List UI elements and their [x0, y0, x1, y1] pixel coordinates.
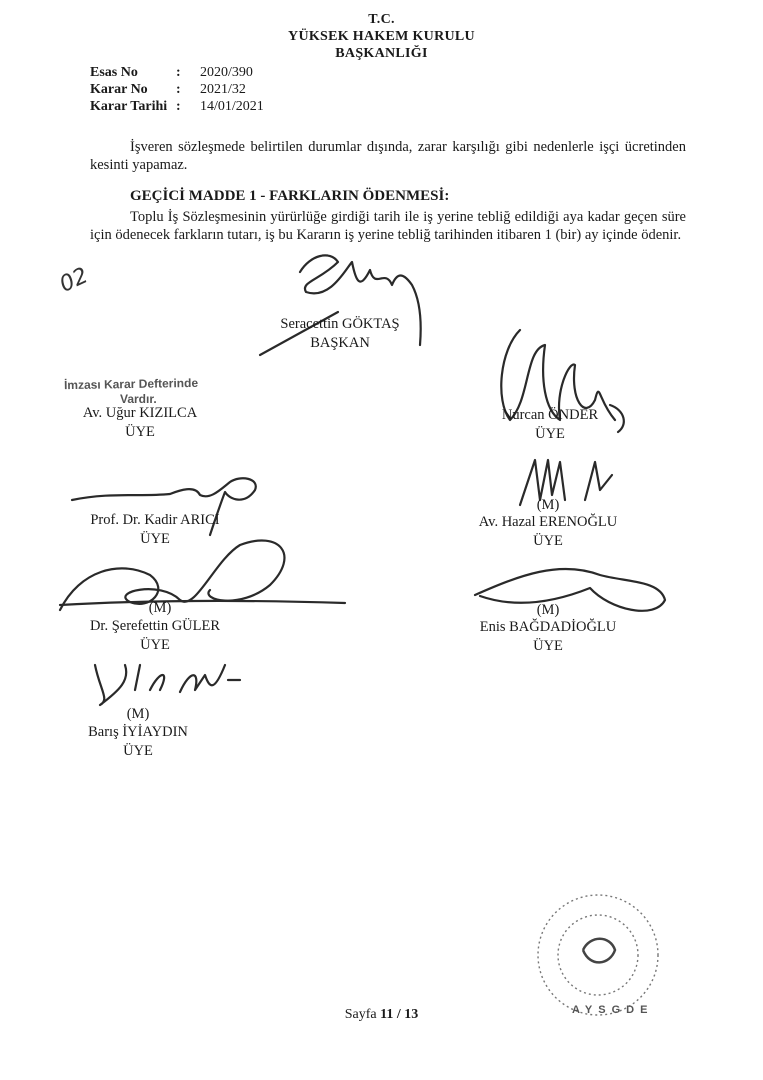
stamp-note-line2: Vardır.: [120, 392, 157, 406]
arici-role: ÜYE: [140, 531, 170, 547]
page-footer: [0, 1007, 763, 1023]
baskan-name: Seracettin GÖKTAŞ: [280, 316, 400, 332]
baskan-role: BAŞKAN: [310, 335, 370, 351]
iyiaydin-mark: (M): [126, 706, 150, 722]
bagdadioglu-name: Enis BAĞDADİOĞLU: [479, 619, 617, 635]
seal-stamp: [538, 895, 658, 1015]
paragraph-deduction: İşveren sözleşmede belirtilen durumlar dışında, zarar karşılığı gibi nedenlerle işçi ücretinden kesinti yapamaz.: [90, 139, 686, 173]
meta-label: Karar Tarihi: [90, 99, 168, 114]
header-presidency: BAŞKANLIĞI: [335, 46, 428, 61]
footer-prefix: Sayfa: [344, 1007, 377, 1022]
guler-role: ÜYE: [140, 637, 170, 653]
onder-role: ÜYE: [535, 426, 565, 442]
bagdadioglu-mark: (M): [536, 602, 560, 618]
paragraph-temporary-article: Toplu İş Sözleşmesinin yürürlüğe girdiği tarih ile iş yerine tebliğ edildiği aya kadar geçen süre için ödenecek farkların tutarı, iş bu Kararın iş yerine tebliğ tarihinden itibaren 1 (bir) ay içinde ödenir.: [90, 209, 686, 243]
meta-value: 2020/390: [200, 65, 253, 80]
header-institution: YÜKSEK HAKEM KURULU: [288, 29, 475, 44]
signature-iyiaydin: [95, 665, 240, 705]
header-tc: T.C.: [368, 12, 395, 27]
erenoglu-name: Av. Hazal ERENOĞLU: [478, 514, 618, 530]
erenoglu-role: ÜYE: [533, 533, 563, 549]
footer-total-pages: 13: [404, 1007, 419, 1022]
onder-name: Nurcan ÖNDER: [501, 407, 599, 423]
footer-sep: /: [396, 1007, 401, 1022]
meta-sep: :: [176, 82, 181, 97]
meta-value: 2021/32: [200, 82, 246, 97]
kizilca-role: ÜYE: [125, 424, 155, 440]
stamp-note-line1: İmzası Karar Defterinde: [63, 375, 199, 393]
arici-name: Prof. Dr. Kadir ARICI: [90, 512, 220, 528]
guler-name: Dr. Şerefettin GÜLER: [89, 618, 221, 634]
meta-value: 14/01/2021: [200, 99, 264, 114]
meta-sep: :: [176, 99, 181, 114]
margin-note: 02: [56, 263, 92, 298]
erenoglu-mark: (M): [536, 497, 560, 513]
iyiaydin-role: ÜYE: [123, 743, 153, 759]
bagdadioglu-role: ÜYE: [533, 638, 563, 654]
meta-label: Esas No: [90, 65, 138, 80]
meta-sep: :: [176, 65, 181, 80]
kizilca-name: Av. Uğur KIZILCA: [82, 405, 198, 421]
section-title: GEÇİCİ MADDE 1 - FARKLARIN ÖDENMESİ:: [130, 188, 450, 204]
guler-mark: (M): [148, 600, 172, 616]
iyiaydin-name: Barış İYİAYDIN: [88, 724, 188, 740]
footer-current-page: 11: [380, 1007, 394, 1022]
seal-text: AYSGDE: [572, 1004, 654, 1016]
meta-label: Karar No: [90, 82, 148, 97]
